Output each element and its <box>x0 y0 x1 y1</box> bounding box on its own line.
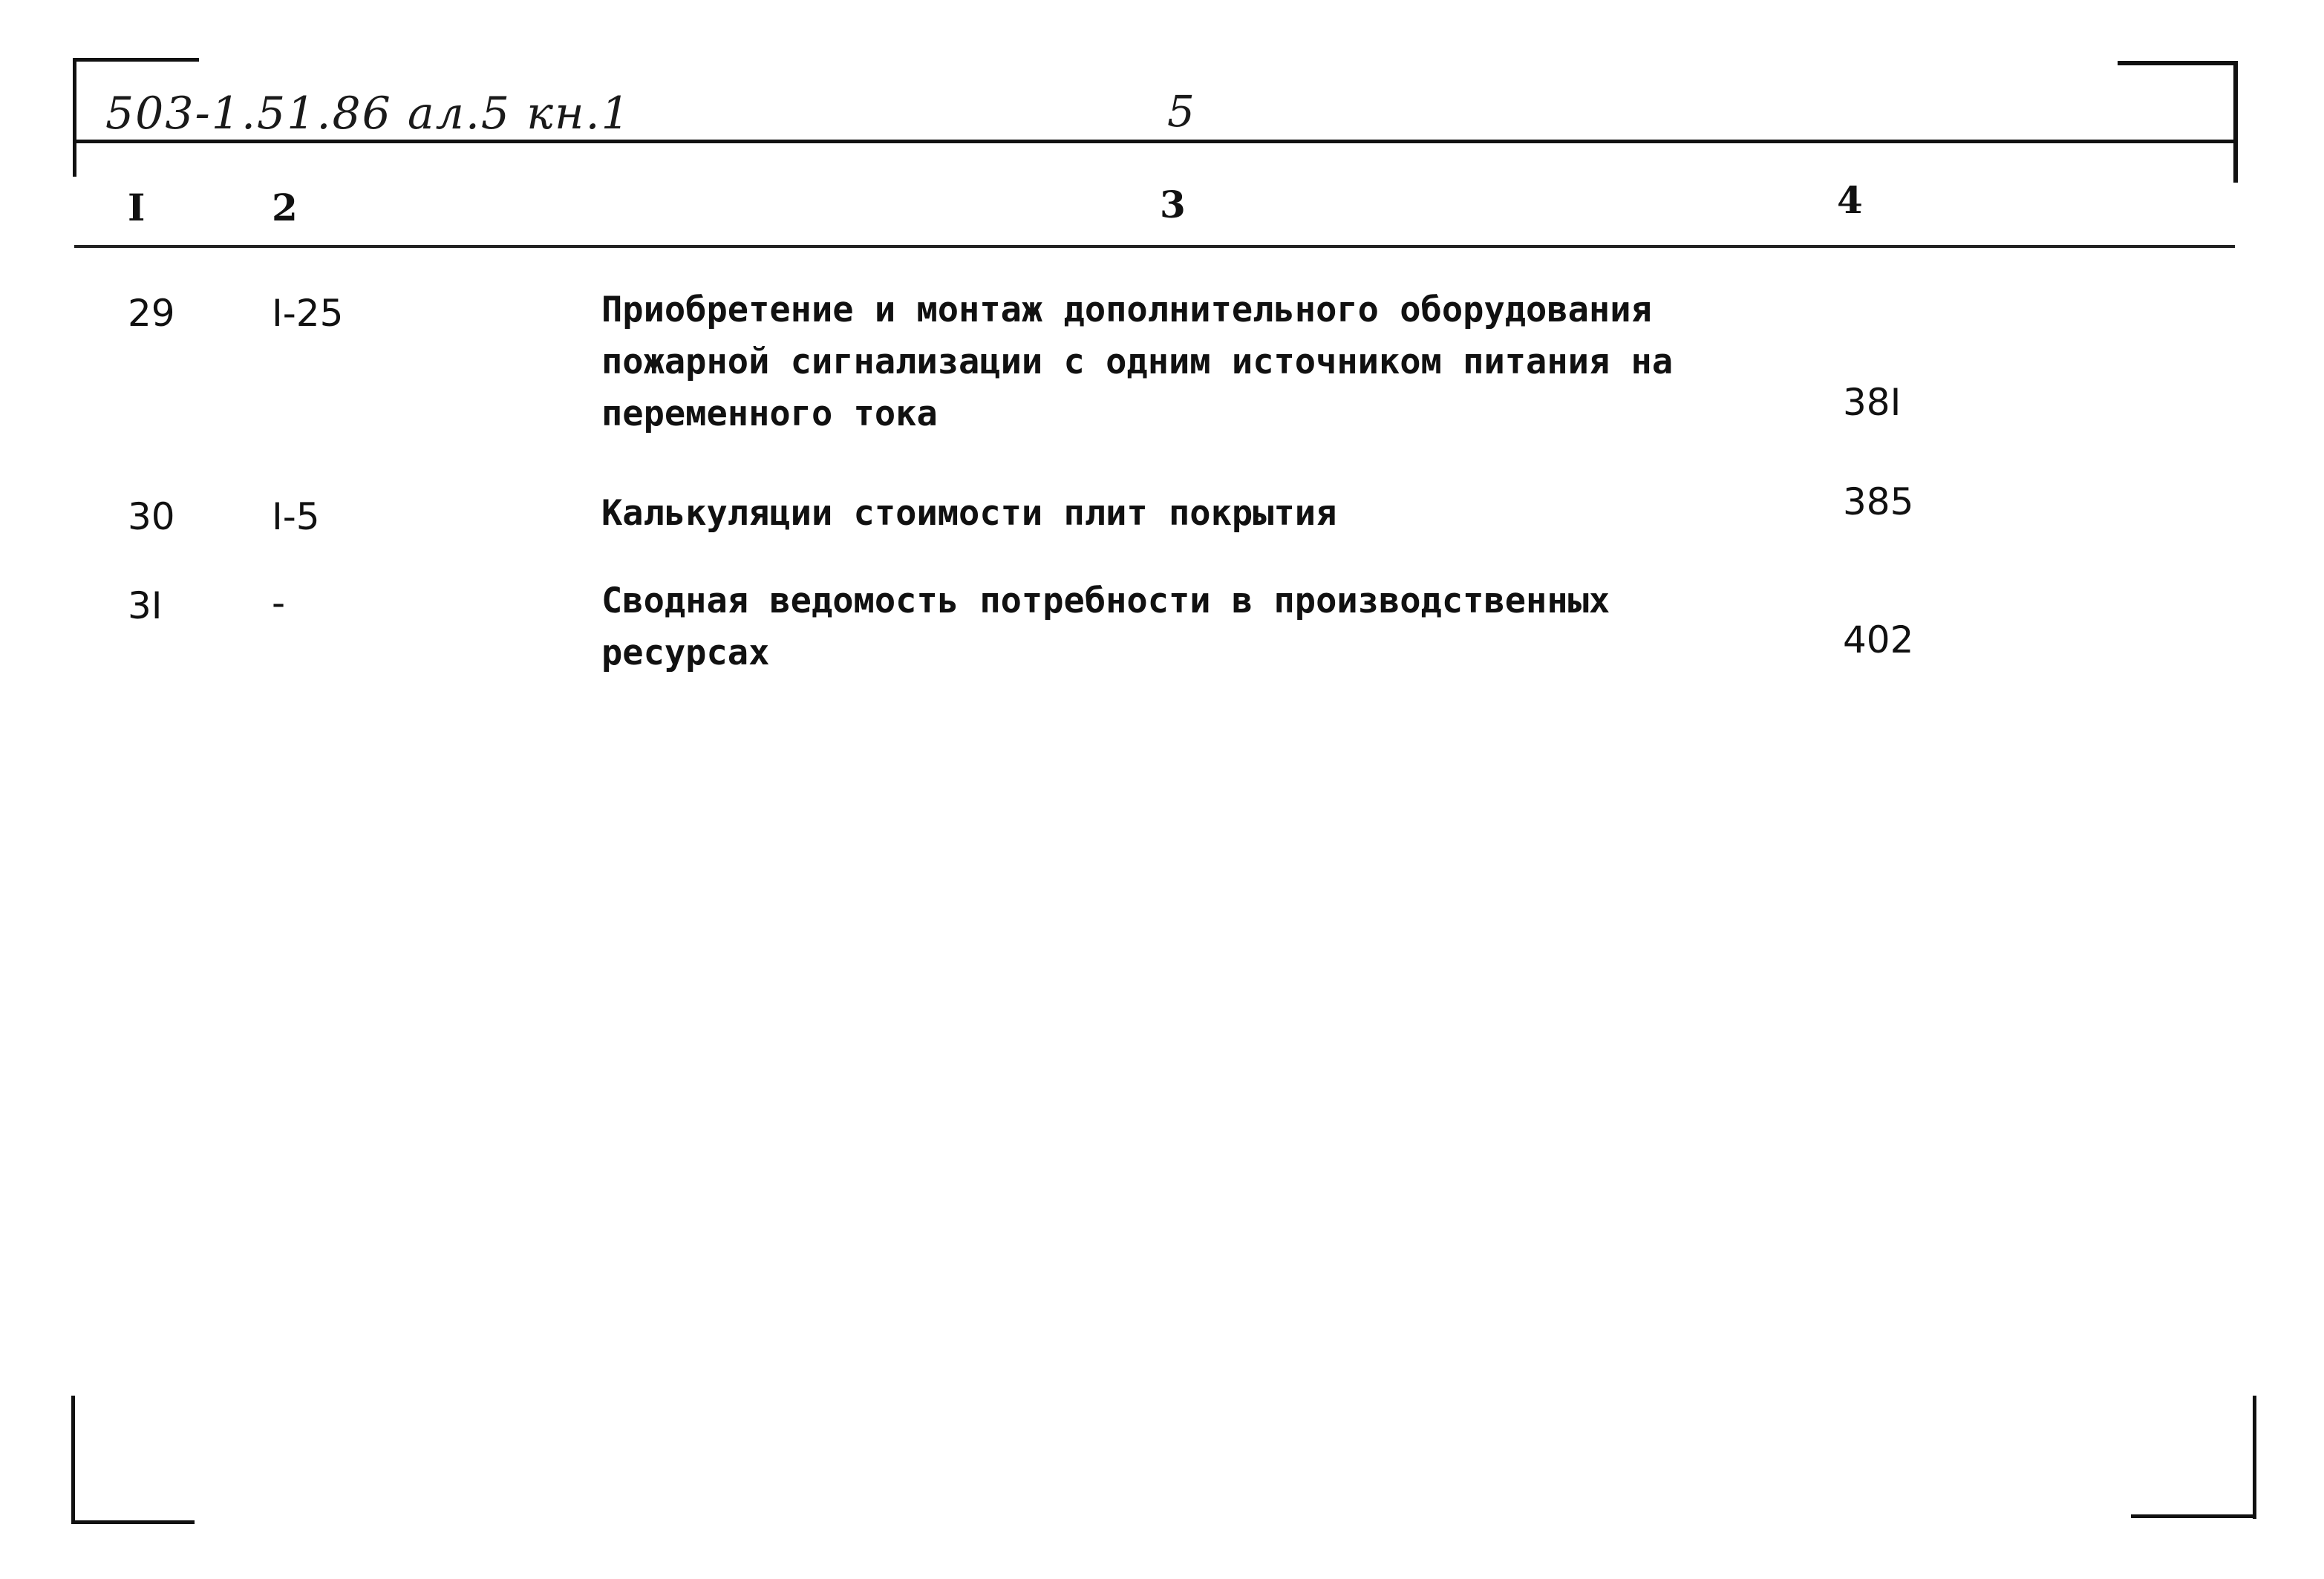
document-code: 503-1.51.86 ал.5 кн.1 <box>105 88 631 140</box>
column-header-2: 2 <box>272 186 298 229</box>
column-header-3: 3 <box>1160 183 1186 226</box>
row-description-line: переменного тока <box>601 393 938 434</box>
corner-mark-bottom-right-v <box>2253 1396 2256 1519</box>
row-reference: I-5 <box>272 495 320 538</box>
corner-mark-top-left-v <box>73 58 76 177</box>
corner-mark-top-left-h <box>74 58 199 62</box>
row-description-line: Калькуляции стоимости плит покрытия <box>601 493 1337 534</box>
row-page: 402 <box>1843 618 1914 661</box>
header-rule <box>74 140 2238 143</box>
row-description-line: пожарной сигнализации с одним источником питания на <box>601 341 1674 382</box>
row-reference: I-25 <box>272 292 344 335</box>
row-page: 38I <box>1843 381 1902 424</box>
row-description-line: Приобретение и монтаж дополнительного оборудования <box>601 290 1652 330</box>
corner-mark-bottom-right-h <box>2131 1514 2256 1518</box>
corner-mark-bottom-left-h <box>71 1520 195 1524</box>
column-header-1: I <box>128 186 146 229</box>
row-page: 385 <box>1843 480 1914 523</box>
row-number: 29 <box>128 292 175 335</box>
row-description-line: ресурсах <box>601 632 770 673</box>
row-reference: - <box>272 581 286 624</box>
page-number: 5 <box>1167 86 1196 137</box>
column-header-4: 4 <box>1837 178 1863 222</box>
corner-mark-top-right-h <box>2118 61 2236 65</box>
column-header-rule <box>74 245 2235 248</box>
row-number: 3I <box>128 584 163 627</box>
corner-mark-bottom-left-v <box>71 1396 75 1523</box>
corner-mark-top-right-v <box>2233 61 2238 183</box>
row-number: 30 <box>128 495 175 538</box>
row-description-line: Сводная ведомость потребности в производственных <box>601 581 1610 621</box>
